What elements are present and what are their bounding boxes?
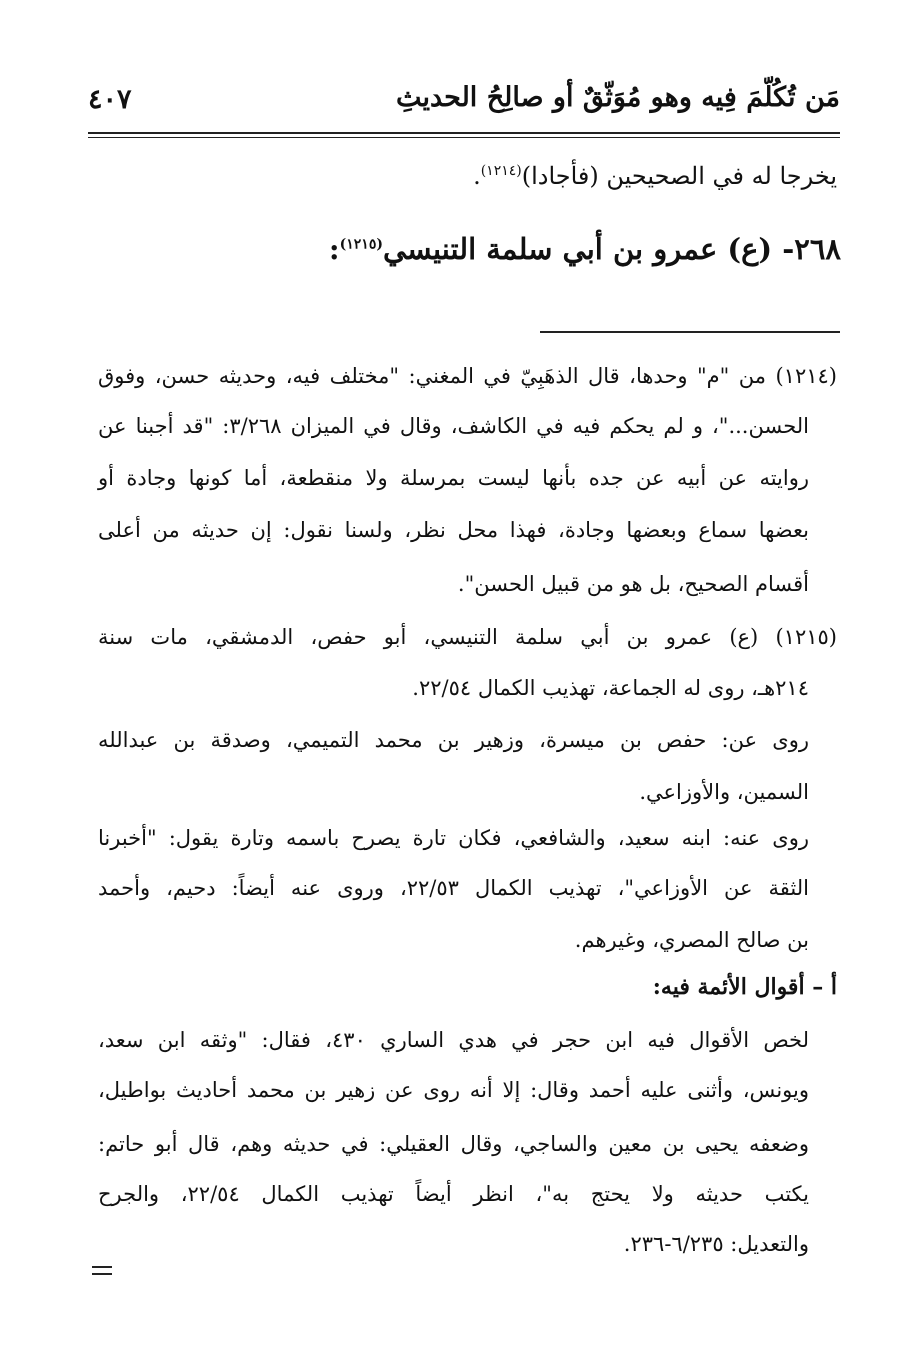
running-title: مَن تُكُلّمَ فِيه وهو مُوَثّقٌ أو صالِحُ الحديثِ	[395, 82, 840, 113]
footnote-ref-1215[interactable]: (١٢١٥)	[339, 236, 383, 253]
footnote-line: لخص الأقوال فيه ابن حجر في هدي الساري ٤٣٠، فقال: "وثقه ابن سعد،	[98, 1028, 809, 1052]
footnote-line: بن صالح المصري، وغيرهم.	[574, 928, 809, 952]
body-text-end: .	[473, 162, 481, 190]
continuation-mark	[92, 1266, 112, 1275]
footnote-line: يكتب حديثه ولا يحتج به"، انظر أيضاً تهذيب الكمال ٢٢/٥٤، والجرح	[98, 1182, 810, 1206]
footnote-line: ٢١٤هـ، روى له الجماعة، تهذيب الكمال ٢٢/٥٤.	[412, 676, 809, 700]
entry-heading-end: :	[328, 232, 340, 266]
entry-heading-text: ٢٦٨- (ع) عمرو بن أبي سلمة التنيسي	[382, 232, 841, 266]
footnote-line: الثقة عن الأوزاعي"، تهذيب الكمال ٢٢/٥٣، وروى عنه أيضاً: دحيم، وأحمد	[98, 876, 809, 900]
footnote-line: روى عن: حفص بن ميسرة، وزهير بن محمد التميمي، وصدقة بن عبدالله	[98, 728, 809, 752]
footnote-separator	[540, 331, 840, 333]
running-header	[88, 82, 840, 130]
body-text: يخرجا له في الصحيحين (فأجادا)	[521, 162, 837, 190]
footnote-line: الحسن..."، و لم يحكم فيه في الكاشف، وقال في الميزان ٣/٢٦٨: "قد أجبنا عن	[98, 414, 809, 438]
section-subheading: أ – أقوال الأئمة فيه:	[652, 974, 837, 1000]
footnote-line: روى عنه: ابنه سعيد، والشافعي، فكان تارة يصرح باسمه وتارة يقول: "أخبرنا	[98, 826, 809, 850]
page-number: ٤٠٧	[88, 84, 132, 115]
footnote-line: أقسام الصحيح، بل هو من قبيل الحسن".	[457, 572, 809, 596]
footnote-ref-1214[interactable]: (١٢١٤)	[480, 163, 522, 179]
entry-heading	[329, 232, 841, 266]
footnote-line: (١٢١٤) من "م" وحدها، قال الذهَبِيّ في المغني: "مختلف فيه، وحديثه حسن، وفوق	[98, 364, 837, 388]
footnote-line: السمين، والأوزاعي.	[639, 780, 809, 804]
footnote-line: بعضها سماع وبعضها وجادة، فهذا محل نظر، ولسنا نقول: إن حديثه من أعلى	[98, 518, 809, 542]
footnote-line: ويونس، وأثنى عليه أحمد وقال: إلا أنه روى عن زهير بن محمد أحاديث بواطيل،	[98, 1078, 809, 1102]
footnote-line: والتعديل: ٦/٢٣٥-٢٣٦.	[623, 1232, 809, 1256]
footnote-line: وضعفه يحيى بن معين والساجي، وقال العقيلي: في حديثه وهم، قال أبو حاتم:	[98, 1132, 809, 1156]
body-line-continuation	[473, 162, 837, 190]
footnote-line: روايته عن أبيه عن جده بأنها ليست بمرسلة ولا منقطعة، أما كونها وجادة أو	[98, 466, 809, 490]
header-rule	[88, 132, 840, 138]
footnote-line: (١٢١٥) (ع) عمرو بن أبي سلمة التنيسي، أبو حفص، الدمشقي، مات سنة	[98, 625, 837, 649]
